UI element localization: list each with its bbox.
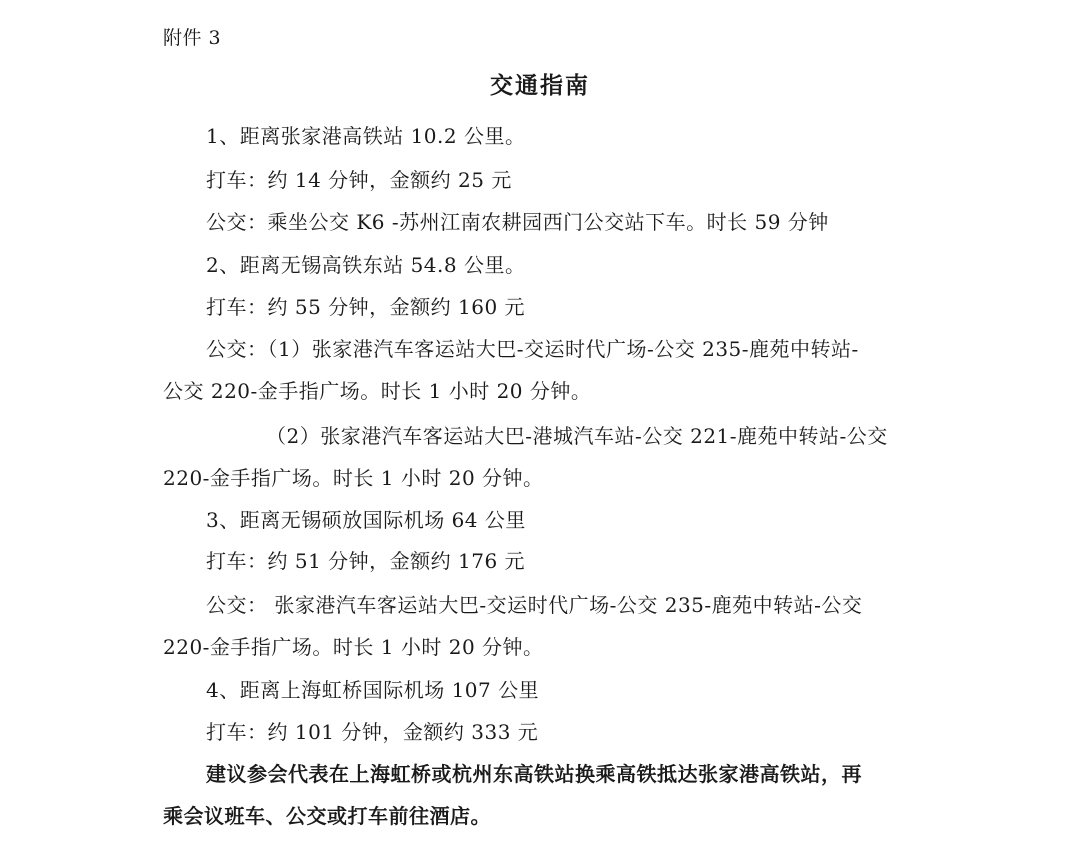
section-2-bus-route-1-cont: 公交 220-金手指广场。时长 1 小时 20 分钟。 bbox=[163, 379, 592, 403]
section-3-bus-cont: 220-金手指广场。时长 1 小时 20 分钟。 bbox=[163, 635, 544, 659]
attachment-label: 附件 3 bbox=[163, 27, 222, 49]
section-4-taxi: 打车：约 101 分钟，金额约 333 元 bbox=[206, 720, 539, 744]
section-2-taxi: 打车：约 55 分钟，金额约 160 元 bbox=[206, 295, 526, 319]
document-title: 交通指南 bbox=[490, 72, 590, 99]
section-1-heading: 1、距离张家港高铁站 10.2 公里。 bbox=[206, 124, 526, 148]
section-3-bus: 公交： 张家港汽车客运站大巴-交运时代广场-公交 235-鹿苑中转站-公交 bbox=[206, 593, 863, 617]
section-1-taxi: 打车：约 14 分钟，金额约 25 元 bbox=[206, 168, 512, 192]
recommendation: 建议参会代表在上海虹桥或杭州东高铁站换乘高铁抵达张家港高铁站，再 bbox=[206, 762, 862, 786]
section-2-heading: 2、距离无锡高铁东站 54.8 公里。 bbox=[206, 253, 526, 277]
recommendation-cont: 乘会议班车、公交或打车前往酒店。 bbox=[163, 804, 491, 828]
section-3-heading: 3、距离无锡硕放国际机场 64 公里 bbox=[206, 508, 526, 532]
section-2-bus-route-2: （2）张家港汽车客运站大巴-港城汽车站-公交 221-鹿苑中转站-公交 bbox=[266, 424, 888, 448]
section-1-bus: 公交：乘坐公交 K6 -苏州江南农耕园西门公交站下车。时长 59 分钟 bbox=[206, 210, 829, 234]
section-2-bus-route-2-cont: 220-金手指广场。时长 1 小时 20 分钟。 bbox=[163, 466, 544, 490]
section-4-heading: 4、距离上海虹桥国际机场 107 公里 bbox=[206, 678, 540, 702]
section-3-taxi: 打车：约 51 分钟，金额约 176 元 bbox=[206, 549, 526, 573]
section-2-bus-route-1: 公交：（1）张家港汽车客运站大巴-交运时代广场-公交 235-鹿苑中转站- bbox=[206, 337, 859, 361]
